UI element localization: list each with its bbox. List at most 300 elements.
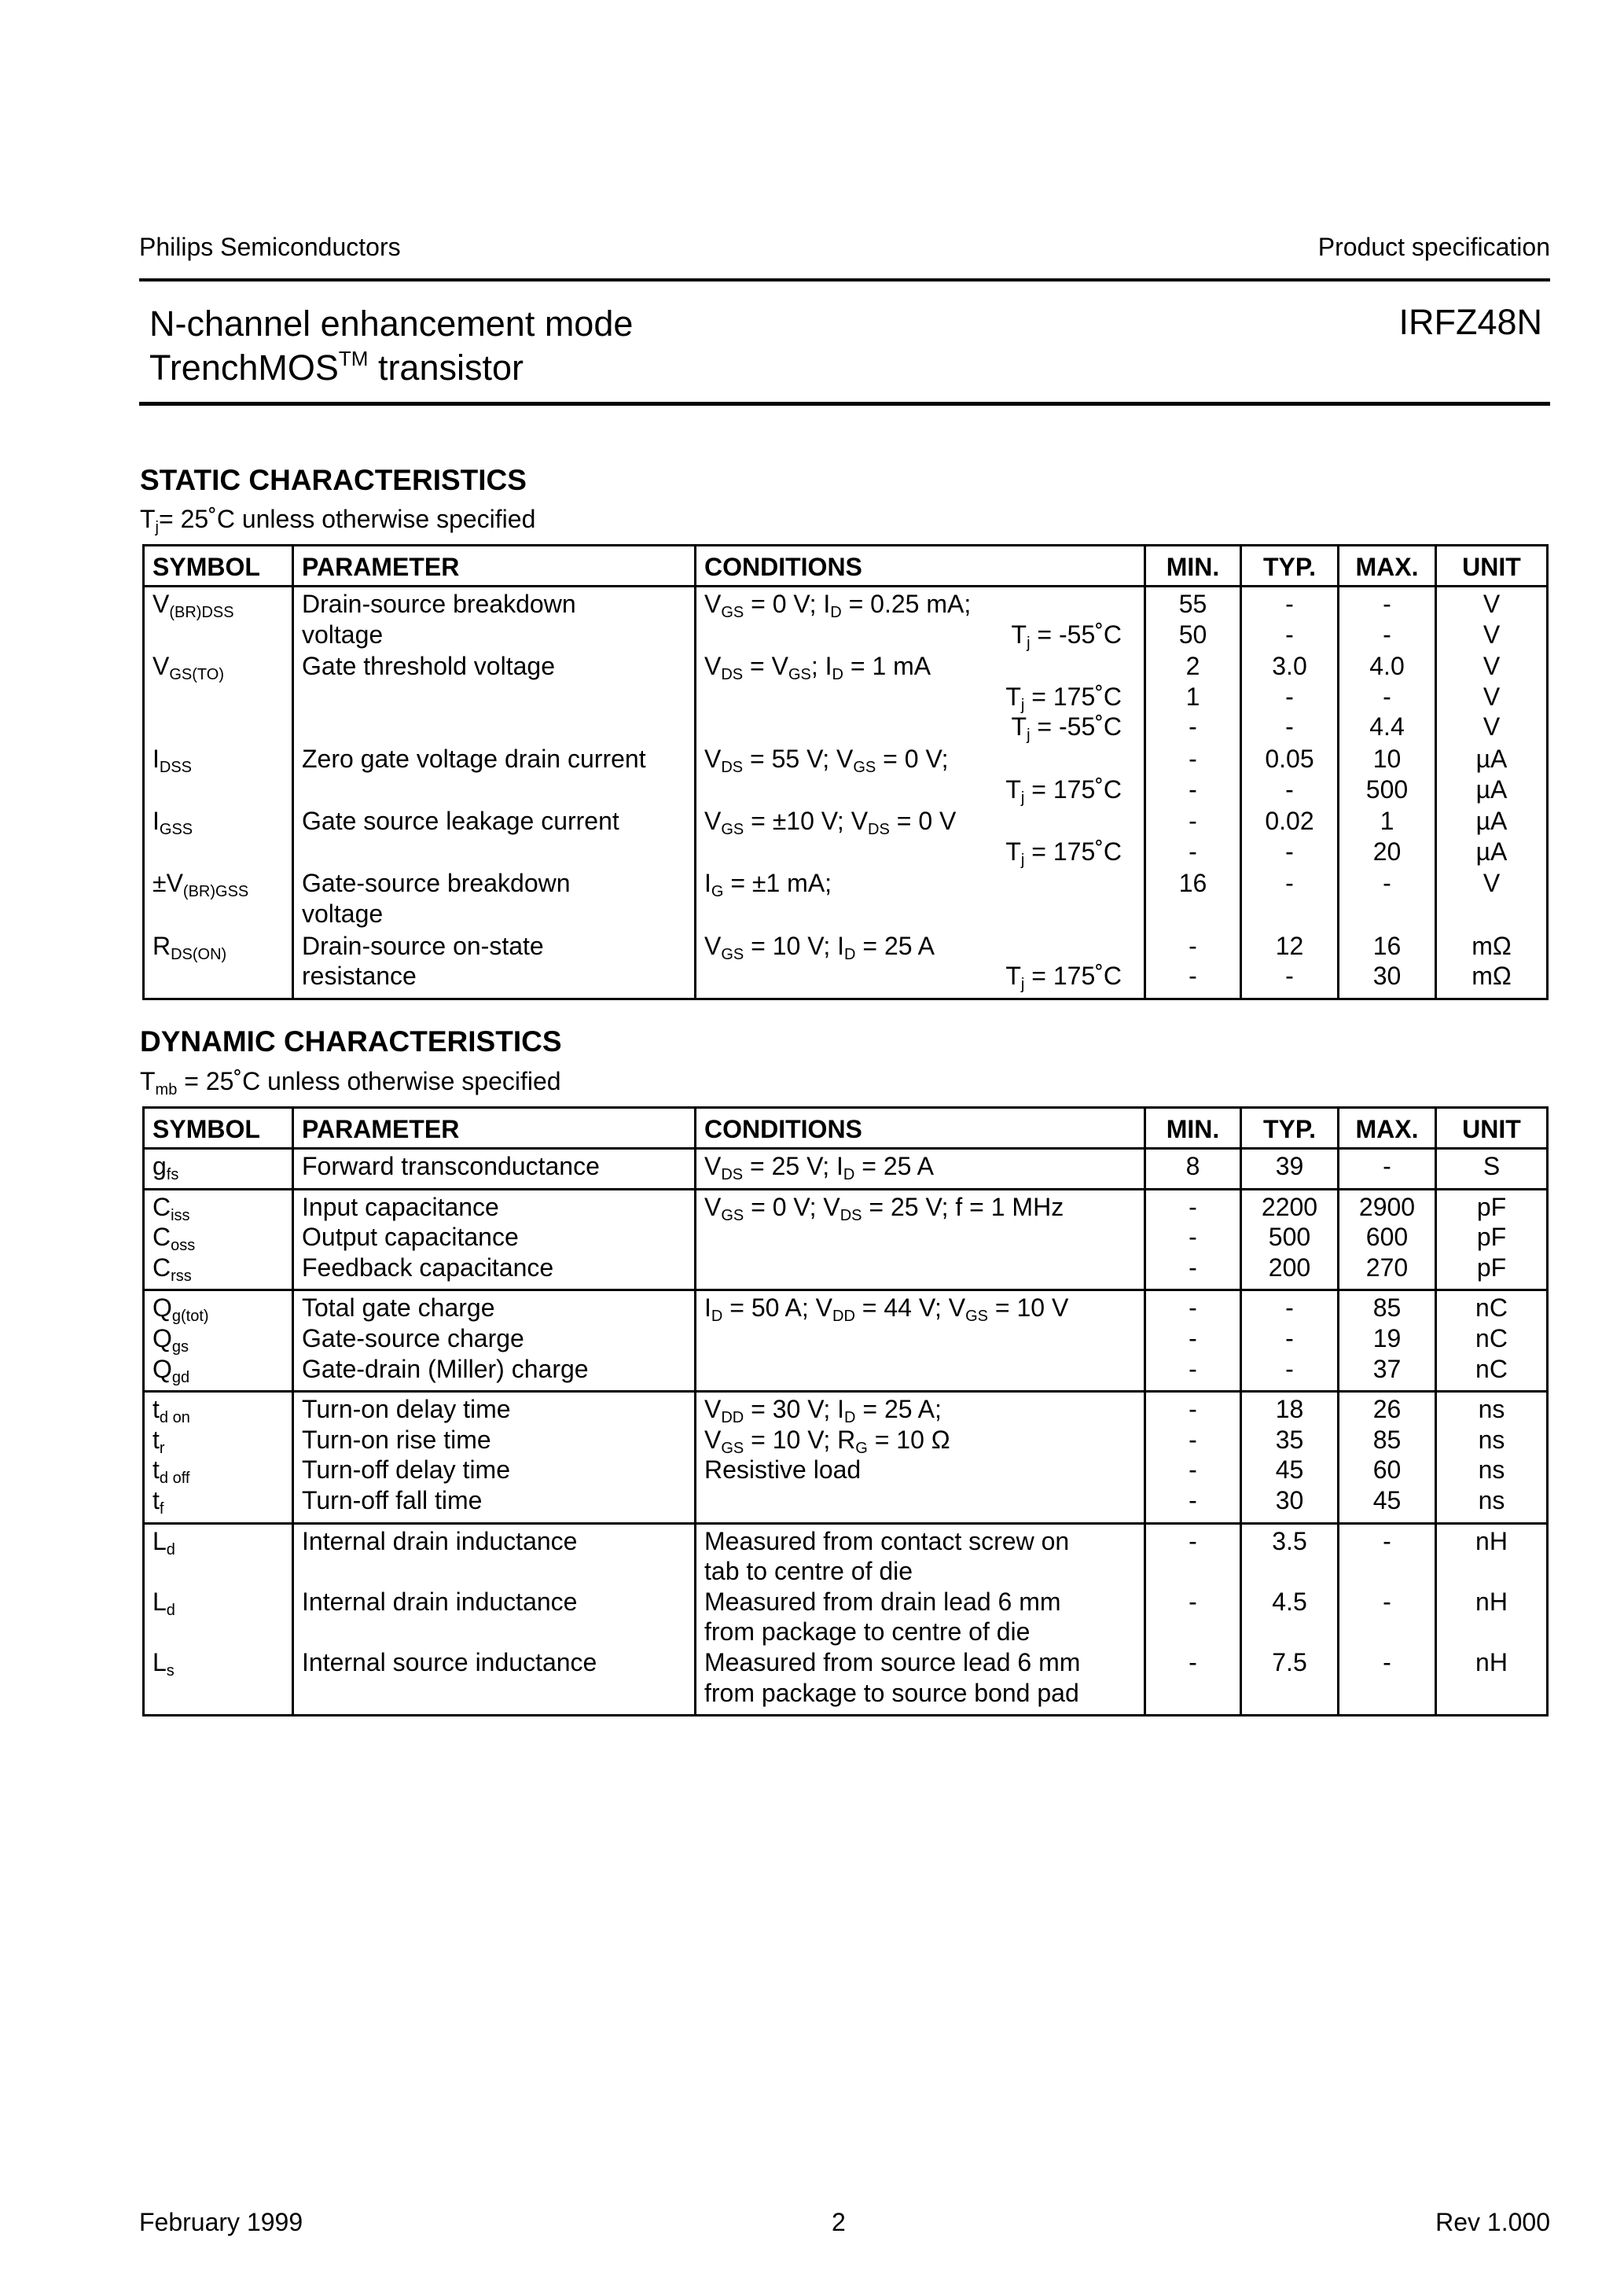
- condition-line: $T_j$ = 175˚C: [1005, 962, 1122, 994]
- min-cell-value: 16: [1178, 869, 1207, 898]
- condition-line: Measured from drain lead 6 mm: [704, 1587, 1061, 1616]
- conditions-cell: [696, 929, 1145, 999]
- symbol: $Q_{g(tot)}$: [152, 1293, 209, 1326]
- condition-line: from package to centre of die: [704, 1617, 1031, 1647]
- parameter-cell: [293, 929, 696, 999]
- typ-cell-value: 0.02: [1265, 807, 1314, 836]
- min-cell: [1145, 804, 1241, 867]
- unit-cell-value: V: [1483, 620, 1501, 649]
- max-cell: [1339, 649, 1436, 742]
- typ-cell-value: -: [1285, 1323, 1294, 1352]
- typ-cell-value: 12: [1275, 931, 1304, 960]
- max-cell-value: [1341, 1678, 1433, 1709]
- max-cell-value: 19: [1372, 1323, 1402, 1352]
- typ-cell-value: -: [1285, 590, 1294, 618]
- unit-cell-value: nC: [1475, 1354, 1508, 1383]
- unit-cell: [1436, 867, 1548, 929]
- min-cell-value: -: [1189, 1587, 1197, 1616]
- max-cell-value: 270: [1365, 1253, 1409, 1282]
- column-header-unit: UNIT: [1436, 1108, 1548, 1149]
- table-row: [144, 649, 1548, 742]
- symbol: $R_{DS(ON)}$: [152, 931, 227, 963]
- symbol-cell: [144, 1290, 293, 1392]
- symbol-cell: [144, 742, 293, 804]
- max-cell-value: 85: [1372, 1425, 1402, 1454]
- unit-cell: [1436, 1523, 1548, 1716]
- typ-cell-value: [1244, 1617, 1336, 1647]
- symbol: $C_{rss}$: [152, 1253, 192, 1285]
- min-cell-value: -: [1189, 1395, 1197, 1424]
- unit-cell-value: [1438, 1556, 1545, 1587]
- max-cell: [1339, 867, 1436, 929]
- column-header-symbol: SYMBOL: [144, 546, 293, 587]
- symbol: $C_{iss}$: [152, 1192, 190, 1224]
- max-cell-value: -: [1383, 869, 1391, 898]
- min-cell-value: -: [1189, 837, 1197, 866]
- max-cell-value: 500: [1365, 775, 1409, 804]
- parameter-cell: [293, 1290, 696, 1392]
- unit-cell-value: pF: [1476, 1253, 1507, 1282]
- min-cell-value: -: [1189, 1455, 1197, 1485]
- parameter-text: Output capacitance: [302, 1223, 519, 1252]
- unit-cell-value: V: [1483, 712, 1501, 741]
- typ-cell-value: -: [1285, 712, 1294, 741]
- condition-line: $I_G = \pm 1$ mA;: [704, 869, 832, 901]
- parameter-text: Internal drain inductance: [302, 1526, 578, 1555]
- unit-cell-value: ns: [1478, 1395, 1505, 1424]
- max-cell-value: 85: [1372, 1293, 1402, 1323]
- max-cell: [1339, 1392, 1436, 1523]
- typ-cell-value: 30: [1275, 1485, 1304, 1514]
- unit-cell-value: ns: [1478, 1485, 1505, 1514]
- typ-cell-value: 35: [1275, 1425, 1304, 1454]
- unit-cell-value: ns: [1478, 1425, 1505, 1454]
- condition-line: $V_{GS} = 10$ V; $I_D = 25$ A: [704, 931, 935, 963]
- unit-cell-value: µA: [1475, 775, 1508, 804]
- parameter-text: Gate-source breakdown: [302, 869, 571, 898]
- typ-cell-value: -: [1285, 962, 1294, 991]
- table-row-group: [144, 1290, 1548, 1392]
- min-cell-value: -: [1189, 1425, 1197, 1454]
- min-cell-value: -: [1189, 775, 1197, 804]
- symbol-cell: [144, 649, 293, 742]
- typ-cell-value: 200: [1268, 1253, 1311, 1282]
- typ-cell-value: 39: [1275, 1152, 1304, 1180]
- unit-cell: [1436, 587, 1548, 650]
- column-header-symbol: SYMBOL: [144, 1108, 293, 1149]
- symbol: $L_d$: [152, 1526, 175, 1558]
- unit-cell: [1436, 649, 1548, 742]
- max-cell-value: 45: [1372, 1485, 1402, 1514]
- typ-cell: [1241, 1149, 1339, 1190]
- symbol: $Q_{gd}$: [152, 1354, 190, 1386]
- unit-cell-value: µA: [1475, 837, 1508, 866]
- title-line-2: TrenchMOS™ transistor: [149, 347, 524, 388]
- column-header-parameter: PARAMETER: [293, 546, 696, 587]
- parameter-text: Forward transconductance: [302, 1152, 600, 1180]
- min-cell-value: 2: [1185, 652, 1200, 681]
- unit-cell: [1436, 1290, 1548, 1392]
- document-title: [149, 302, 633, 390]
- min-cell-value: -: [1189, 807, 1197, 836]
- condition-line: from package to source bond pad: [704, 1678, 1079, 1707]
- min-cell: [1145, 742, 1241, 804]
- min-cell-value: -: [1189, 744, 1197, 773]
- column-header-min: MIN.: [1145, 546, 1241, 587]
- parameter-text: voltage: [302, 899, 384, 928]
- part-number: IRFZ48N: [1398, 302, 1542, 342]
- min-cell-value: 8: [1185, 1152, 1200, 1180]
- parameter-text: Zero gate voltage drain current: [302, 744, 646, 773]
- max-cell-value: 2900: [1358, 1192, 1416, 1221]
- max-cell: [1339, 742, 1436, 804]
- static-section-title: STATIC CHARACTERISTICS: [140, 464, 527, 496]
- conditions-cell: [696, 867, 1145, 929]
- table-row: [144, 742, 1548, 804]
- min-cell-value: -: [1189, 1223, 1197, 1252]
- max-cell-value: 10: [1372, 744, 1402, 773]
- table-row: [144, 867, 1548, 929]
- unit-cell-value: µA: [1475, 807, 1508, 836]
- conditions-cell: [696, 804, 1145, 867]
- unit-cell: [1436, 1149, 1548, 1190]
- conditions-cell: [696, 1392, 1145, 1523]
- column-header-parameter: PARAMETER: [293, 1108, 696, 1149]
- unit-cell-value: pF: [1476, 1223, 1507, 1252]
- min-cell-value: -: [1189, 962, 1197, 991]
- symbol-cell: [144, 587, 293, 650]
- max-cell-value: -: [1383, 1647, 1391, 1676]
- min-cell-value: -: [1189, 1354, 1197, 1383]
- max-cell-value: 16: [1372, 931, 1402, 960]
- static-conditions-note: $T_j=$ 25˚C unless otherwise specified: [140, 505, 536, 536]
- unit-cell-value: [1438, 1617, 1545, 1647]
- table-row-group: [144, 1189, 1548, 1290]
- min-cell-value: [1148, 1617, 1238, 1647]
- unit-cell-value: µA: [1475, 744, 1508, 773]
- dynamic-section-title: DYNAMIC CHARACTERISTICS: [140, 1025, 562, 1058]
- typ-cell-value: 500: [1268, 1223, 1311, 1252]
- conditions-cell: [696, 649, 1145, 745]
- condition-line: $I_D = 50$ A; $V_{DD} = 44$ V; $V_{GS} = 10$ V: [704, 1293, 1069, 1326]
- table-row: [144, 587, 1548, 650]
- min-cell: [1145, 1392, 1241, 1523]
- condition-line: $V_{GS} = 0$ V; $V_{DS} = 25$ V; f = 1 MHz: [704, 1192, 1064, 1224]
- parameter-text: Turn-on delay time: [302, 1395, 511, 1424]
- parameter-cell: [293, 649, 696, 742]
- company-name: Philips Semiconductors: [139, 233, 401, 261]
- min-cell-value: 55: [1178, 590, 1207, 618]
- column-header-max: MAX.: [1339, 546, 1436, 587]
- max-cell-value: 37: [1372, 1354, 1402, 1383]
- min-cell: [1145, 1189, 1241, 1290]
- column-header-max: MAX.: [1339, 1108, 1436, 1149]
- table-row-group: [144, 1149, 1548, 1190]
- column-header-conditions: CONDITIONS: [696, 1108, 1145, 1149]
- condition-line: $T_j$ = -55˚C: [1011, 620, 1122, 652]
- parameter-text: Gate-drain (Miller) charge: [302, 1354, 589, 1383]
- min-cell: [1145, 867, 1241, 929]
- typ-cell-value: -: [1285, 682, 1294, 711]
- unit-cell: [1436, 1189, 1548, 1290]
- table-row-group: [144, 1392, 1548, 1523]
- condition-line: Resistive load: [704, 1455, 862, 1485]
- unit-cell-value: nC: [1475, 1293, 1508, 1323]
- static-table-header: [144, 546, 1548, 587]
- trademark-mark: TM: [338, 347, 369, 370]
- min-cell-value: -: [1189, 1485, 1197, 1514]
- min-cell-value: -: [1189, 712, 1197, 741]
- unit-cell-value: nH: [1475, 1587, 1508, 1616]
- parameter-text: Internal source inductance: [302, 1647, 597, 1676]
- header-rule: [139, 278, 1550, 281]
- max-cell-value: 30: [1372, 962, 1402, 991]
- min-cell-value: -: [1189, 931, 1197, 960]
- min-cell: [1145, 649, 1241, 742]
- min-cell-value: -: [1189, 1647, 1197, 1676]
- symbol-cell: [144, 929, 293, 999]
- document-type: Product specification: [1317, 233, 1550, 261]
- parameter-cell: [293, 1189, 696, 1290]
- parameter-text: Turn-off delay time: [302, 1455, 510, 1485]
- unit-cell-value: pF: [1476, 1192, 1507, 1221]
- min-cell: [1145, 1523, 1241, 1716]
- parameter-text: Drain-source breakdown: [302, 590, 576, 618]
- max-cell-value: [1341, 1556, 1433, 1587]
- column-header-typ: TYP.: [1241, 1108, 1339, 1149]
- symbol-cell: [144, 867, 293, 929]
- max-cell-value: -: [1383, 620, 1391, 649]
- min-cell-value: 50: [1178, 620, 1207, 649]
- max-cell: [1339, 1149, 1436, 1190]
- symbol-cell: [144, 1189, 293, 1290]
- typ-cell-value: [1244, 1556, 1336, 1587]
- conditions-cell: [696, 1523, 1145, 1716]
- typ-cell-value: -: [1285, 775, 1294, 804]
- condition-line: $V_{DS} = V_{GS}$; $I_D = 1$ mA: [704, 652, 931, 684]
- condition-line: $V_{DS} = 55$ V; $V_{GS} = 0$ V;: [704, 744, 949, 776]
- parameter-text: Turn-on rise time: [302, 1425, 491, 1454]
- max-cell-value: 20: [1372, 837, 1402, 866]
- typ-cell: [1241, 1189, 1339, 1290]
- typ-cell: [1241, 867, 1339, 929]
- typ-cell-value: [1244, 1678, 1336, 1709]
- symbol: $V_{GS(TO)}$: [152, 652, 224, 684]
- max-cell: [1339, 1189, 1436, 1290]
- typ-cell-value: 3.5: [1272, 1526, 1307, 1555]
- condition-line: $V_{GS} = 10$ V; $R_G = 10$ Ω: [704, 1425, 950, 1457]
- condition-line: Measured from contact screw on: [704, 1526, 1070, 1555]
- parameter-text: resistance: [302, 962, 417, 991]
- parameter-cell: [293, 587, 696, 650]
- max-cell-value: 26: [1372, 1395, 1402, 1424]
- max-cell-value: 1: [1380, 807, 1394, 836]
- conditions-cell: [696, 1189, 1145, 1290]
- typ-cell-value: -: [1285, 837, 1294, 866]
- parameter-text: Gate threshold voltage: [302, 652, 555, 681]
- title-line-1: N-channel enhancement mode: [149, 304, 634, 344]
- typ-cell: [1241, 929, 1339, 999]
- max-cell-value: 60: [1372, 1455, 1402, 1485]
- unit-cell-value: nC: [1475, 1323, 1508, 1352]
- symbol: [152, 1678, 284, 1709]
- min-cell-value: 1: [1185, 682, 1200, 711]
- parameter-cell: [293, 1149, 696, 1190]
- parameter-text: [302, 1678, 686, 1709]
- typ-cell: [1241, 649, 1339, 742]
- typ-cell: [1241, 804, 1339, 867]
- condition-line: $T_j$ = -55˚C: [1011, 712, 1122, 745]
- unit-cell-value: V: [1483, 590, 1501, 618]
- max-cell-value: -: [1383, 1526, 1391, 1555]
- parameter-text: [302, 1556, 686, 1587]
- symbol-cell: [144, 1392, 293, 1523]
- min-cell: [1145, 1290, 1241, 1392]
- static-characteristics-table: [142, 544, 1549, 1000]
- unit-cell: [1436, 742, 1548, 804]
- typ-cell-value: 45: [1275, 1455, 1304, 1485]
- condition-line: $V_{GS} = 0$ V; $I_D = 0.25$ mA;: [704, 590, 972, 621]
- unit-cell: [1436, 804, 1548, 867]
- condition-line: tab to centre of die: [704, 1557, 913, 1586]
- column-header-min: MIN.: [1145, 1108, 1241, 1149]
- parameter-cell: [293, 1523, 696, 1716]
- parameter-text: Turn-off fall time: [302, 1485, 483, 1514]
- parameter-text: voltage: [302, 620, 384, 649]
- unit-cell-value: mΩ: [1472, 962, 1512, 991]
- max-cell-value: 4.0: [1369, 652, 1405, 681]
- typ-cell: [1241, 742, 1339, 804]
- condition-line: $T_j$ = 175˚C: [1005, 682, 1122, 714]
- symbol: $L_s$: [152, 1647, 175, 1680]
- condition-line: Measured from source lead 6 mm: [704, 1647, 1081, 1676]
- typ-cell-value: -: [1285, 1354, 1294, 1383]
- symbol: $t_{d off}$: [152, 1455, 190, 1488]
- unit-cell-value: nH: [1475, 1647, 1508, 1676]
- typ-cell-value: 0.05: [1265, 744, 1314, 773]
- dynamic-table-header: [144, 1108, 1548, 1149]
- parameter-text: Drain-source on-state: [302, 931, 544, 960]
- condition-line: $V_{GS} = \pm 10$ V; $V_{DS} = 0$ V: [704, 807, 957, 839]
- unit-cell-value: mΩ: [1472, 931, 1512, 960]
- min-cell: [1145, 1149, 1241, 1190]
- typ-cell-value: -: [1285, 1293, 1294, 1323]
- table-row: [144, 929, 1548, 999]
- dynamic-conditions-note: $T_{mb}$ = 25˚C unless otherwise specified: [140, 1067, 561, 1098]
- conditions-cell: [696, 742, 1145, 807]
- typ-cell-value: 18: [1275, 1395, 1304, 1424]
- max-cell-value: 4.4: [1369, 712, 1405, 741]
- parameter-text: Feedback capacitance: [302, 1253, 554, 1282]
- parameter-cell: [293, 1392, 696, 1523]
- max-cell-value: -: [1383, 1152, 1391, 1180]
- unit-cell-value: [1438, 1678, 1545, 1709]
- unit-cell-value: ns: [1478, 1455, 1505, 1485]
- conditions-cell: [696, 587, 1145, 650]
- max-cell-value: -: [1383, 1587, 1391, 1616]
- symbol: $\pm V_{(BR)GSS}$: [152, 869, 249, 901]
- symbol: $L_d$: [152, 1587, 175, 1619]
- condition-line: $V_{DD} = 30$ V; $I_D = 25$ A;: [704, 1395, 942, 1427]
- typ-cell: [1241, 1392, 1339, 1523]
- min-cell: [1145, 587, 1241, 650]
- min-cell-value: [1148, 1556, 1238, 1587]
- condition-line: $T_j$ = 175˚C: [1005, 837, 1122, 869]
- condition-line: $T_j$ = 175˚C: [1005, 775, 1122, 807]
- min-cell-value: -: [1189, 1526, 1197, 1555]
- typ-cell-value: 3.0: [1272, 652, 1307, 681]
- symbol: [152, 1556, 284, 1587]
- unit-cell-value: V: [1483, 652, 1501, 681]
- footer-page-number: 2: [832, 2208, 846, 2236]
- typ-cell-value: -: [1285, 869, 1294, 898]
- conditions-cell: [696, 1149, 1145, 1190]
- max-cell: [1339, 929, 1436, 999]
- symbol: [152, 1617, 284, 1647]
- parameter-cell: [293, 742, 696, 804]
- dynamic-characteristics-table: [142, 1106, 1549, 1716]
- symbol: $I_{DSS}$: [152, 744, 193, 776]
- parameter-text: Gate-source charge: [302, 1323, 524, 1352]
- typ-cell-value: 2200: [1261, 1192, 1318, 1221]
- parameter-text: Internal drain inductance: [302, 1587, 578, 1616]
- unit-cell: [1436, 1392, 1548, 1523]
- conditions-cell: [696, 1290, 1145, 1392]
- typ-cell-value: -: [1285, 620, 1294, 649]
- column-header-typ: TYP.: [1241, 546, 1339, 587]
- min-cell: [1145, 929, 1241, 999]
- max-cell-value: [1341, 1617, 1433, 1647]
- symbol-cell: [144, 1149, 293, 1190]
- symbol: $t_r$: [152, 1425, 165, 1457]
- symbol: $C_{oss}$: [152, 1223, 196, 1255]
- column-header-unit: UNIT: [1436, 546, 1548, 587]
- min-cell-value: -: [1189, 1253, 1197, 1282]
- unit-cell-value: S: [1483, 1152, 1501, 1180]
- symbol: $t_{d on}$: [152, 1395, 190, 1427]
- max-cell: [1339, 587, 1436, 650]
- parameter-text: Input capacitance: [302, 1192, 499, 1221]
- max-cell: [1339, 1290, 1436, 1392]
- symbol-cell: [144, 804, 293, 867]
- symbol: $V_{(BR)DSS}$: [152, 590, 234, 621]
- typ-cell: [1241, 1290, 1339, 1392]
- table-row-group: [144, 1523, 1548, 1716]
- min-cell-value: -: [1189, 1323, 1197, 1352]
- symbol-cell: [144, 1523, 293, 1716]
- min-cell-value: [1148, 1678, 1238, 1709]
- max-cell-value: -: [1383, 590, 1391, 618]
- parameter-text: Gate source leakage current: [302, 807, 619, 836]
- max-cell: [1339, 1523, 1436, 1716]
- column-header-conditions: CONDITIONS: [696, 546, 1145, 587]
- parameter-cell: [293, 867, 696, 929]
- min-cell-value: -: [1189, 1192, 1197, 1221]
- footer-date: February 1999: [139, 2208, 303, 2236]
- unit-cell: [1436, 929, 1548, 999]
- condition-line: $V_{DS} = 25$ V; $I_D = 25$ A: [704, 1152, 934, 1183]
- parameter-text: Total gate charge: [302, 1293, 495, 1323]
- footer-revision: Rev 1.000: [1435, 2208, 1550, 2236]
- min-cell-value: -: [1189, 1293, 1197, 1323]
- unit-cell-value: nH: [1475, 1526, 1508, 1555]
- parameter-text: [302, 1617, 686, 1647]
- typ-cell-value: 7.5: [1272, 1647, 1307, 1676]
- title-rule: [139, 402, 1550, 406]
- table-row: [144, 804, 1548, 867]
- symbol: $t_f$: [152, 1485, 164, 1518]
- typ-cell-value: 4.5: [1272, 1587, 1307, 1616]
